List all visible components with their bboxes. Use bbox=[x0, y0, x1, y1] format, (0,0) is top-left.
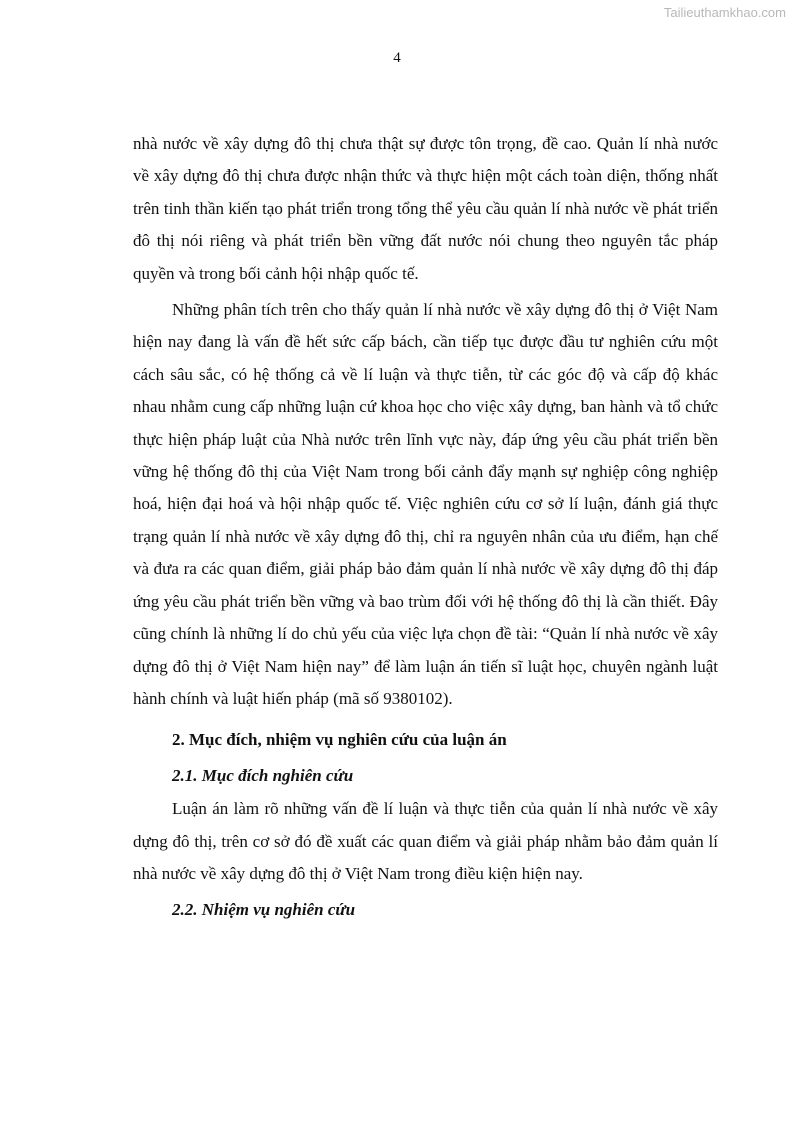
document-body bbox=[133, 128, 718, 927]
paragraph-continuation: nhà nước về xây dựng đô thị chưa thật sự được tôn trọng, đề cao. Quản lí nhà nước về xây dựng đô thị chưa được nhận thức và thực hiện một cách toàn diện, thống nhất trên tinh thần kiến tạo phát triển trong tổng thể yêu cầu quản lí nhà nước về phát triển đô thị nói riêng và phát triển bền vững đất nước nói chung theo nguyên tắc pháp quyền và trong bối cảnh hội nhập quốc tế. bbox=[133, 134, 718, 283]
subsection-heading-purpose: 2.1. Mục đích nghiên cứu bbox=[172, 766, 354, 786]
section-heading: 2. Mục đích, nhiệm vụ nghiên cứu của luận án bbox=[172, 730, 507, 750]
paragraph-rationale: Những phân tích trên cho thấy quản lí nhà nước về xây dựng đô thị ở Việt Nam hiện nay đang là vấn đề hết sức cấp bách, cần tiếp tục được đầu tư nghiên cứu một cách sâu sắc, có hệ thống cả về lí luận và thực tiễn, từ các góc độ và cấp độ khác nhau nhằm cung cấp những luận cứ khoa học cho việc xây dựng, ban hành và tổ chức thực hiện pháp luật của Nhà nước trên lĩnh vực này, đáp ứng yêu cầu phát triển bền vững hệ thống đô thị của Việt Nam trong bối cảnh đẩy mạnh sự nghiệp công nghiệp hoá, hiện đại hoá và hội nhập quốc tế. Việc nghiên cứu cơ sở lí luận, đánh giá thực trạng quản lí nhà nước về xây dựng đô thị, chỉ ra nguyên nhân của ưu điểm, hạn chế và đưa ra các quan điểm, giải pháp bảo đảm quản lí nhà nước về xây dựng đô thị đáp ứng yêu cầu phát triển bền vững và bao trùm đối với hệ thống đô thị là cần thiết. Đây cũng chính là những lí do chủ yếu của việc lựa chọn đề tài: “Quản lí nhà nước về xây dựng đô thị ở Việt Nam hiện nay” để làm luận án tiến sĩ luật học, chuyên ngành luật hành chính và luật hiến pháp (mã số 9380102). bbox=[133, 300, 718, 708]
page-number: 4 bbox=[393, 50, 401, 66]
watermark: Tailieuthamkhao.com bbox=[663, 5, 786, 20]
paragraph-purpose: Luận án làm rõ những vấn đề lí luận và thực tiễn của quản lí nhà nước về xây dựng đô thị, trên cơ sở đó đề xuất các quan điểm và giải pháp nhằm bảo đảm quản lí nhà nước về xây dựng đô thị ở Việt Nam trong điều kiện hiện nay. bbox=[133, 799, 718, 884]
subsection-heading-tasks: 2.2. Nhiệm vụ nghiên cứu bbox=[172, 899, 356, 919]
